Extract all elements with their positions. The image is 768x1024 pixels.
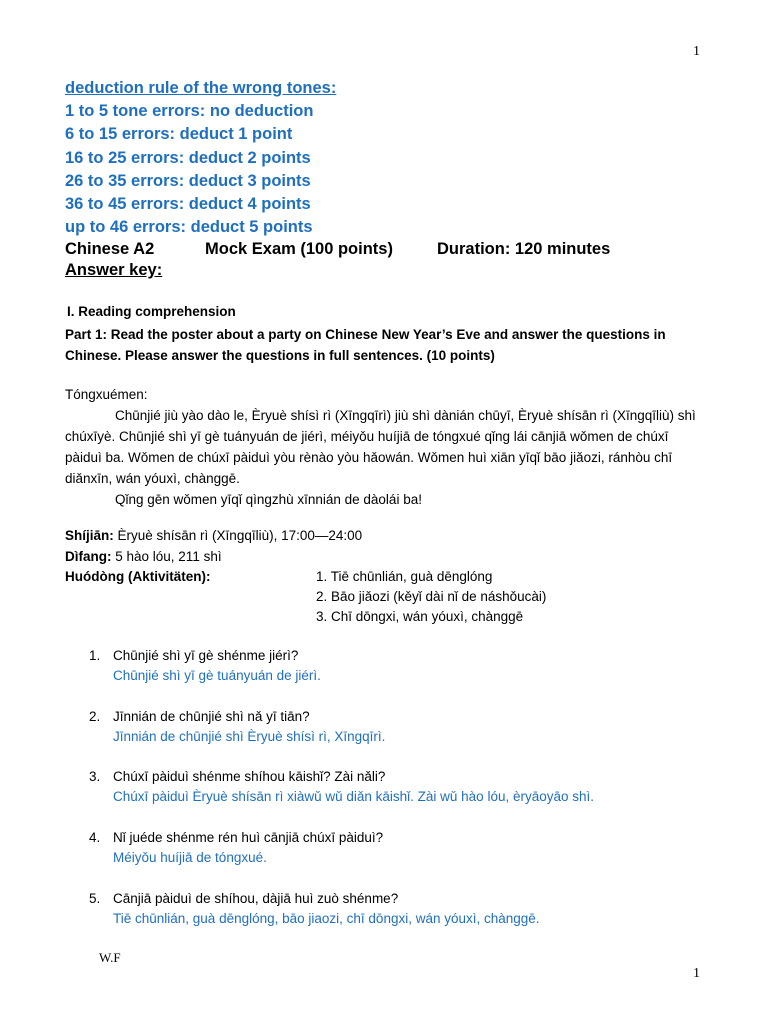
deduction-rule: 6 to 15 errors: deduct 1 point: [65, 125, 293, 144]
question-number: 1.: [89, 648, 101, 663]
question-text: Cānjiā pàiduì de shíhou, dàjiā huì zuò shénme?: [113, 891, 399, 906]
answer-text: Chūnjié shì yī gè tuányuán de jiérì.: [113, 668, 321, 683]
deduction-rule: 16 to 25 errors: deduct 2 points: [65, 148, 311, 167]
party-info: [65, 526, 547, 624]
answer-text: Méiyǒu huíjiā de tóngxué.: [113, 850, 267, 865]
letter-paragraph: Qǐng gēn wǒmen yīqǐ qìngzhù xīnnián de dàolái ba!: [115, 492, 422, 507]
activity-item: 1. Tiē chūnlián, guà dēnglóng: [316, 569, 493, 584]
answer-text: Chúxī pàiduì Èryuè shísān rì xiàwǔ wǔ diǎn kāishǐ. Zài wǔ hào lóu, èryāoyāo shì.: [113, 789, 595, 804]
time-row: [65, 526, 362, 547]
activity-item: 3. Chī dōngxi, wán yóuxì, chànggē: [316, 609, 524, 624]
poster-text: [65, 384, 705, 510]
page-number-bottom: 1: [693, 966, 700, 981]
page-number-top: 1: [693, 44, 700, 59]
deduction-rule: 36 to 45 errors: deduct 4 points: [65, 195, 311, 214]
place-row: [65, 547, 362, 568]
question-text: Chūnjié shì yī gè shénme jiérì?: [113, 648, 299, 663]
question-item: [89, 889, 729, 929]
question-item: [89, 828, 729, 868]
letter-paragraph: Chūnjié jiù yào dào le, Èryuè shísì rì (Xīngqīrì) jiù shì dànián chūyī, Èryuè shísān rì (Xīngqīliù) shì chúxīyè. Chūnjié shì yī gè tuányuán de jiérì, méiyǒu huíjiā de tóngxué qǐng lái cānjiā wǒmen de chúxī pàiduì ba. Wǒmen de chúxī pàiduì yòu rènào yòu hǎowán. Wǒmen huì xiān yīqǐ bāo jiǎozi, ránhòu chī diǎnxīn, wán yóuxì, chànggē.: [65, 408, 696, 486]
activity-item: 2. Bāo jiǎozi (kěyǐ dài nǐ de náshǒucài): [316, 589, 547, 604]
question-item: [89, 646, 729, 686]
question-item: [89, 767, 729, 807]
question-number: 5.: [89, 891, 101, 906]
exam-duration: Duration: 120 minutes: [437, 240, 611, 258]
deduction-rules: [65, 77, 705, 239]
section-title: I. Reading comprehension: [67, 304, 236, 319]
course-name: Chinese A2: [65, 240, 155, 258]
question-text: Jīnnián de chūnjié shì nǎ yī tiān?: [113, 709, 310, 724]
activity-label: Huódòng (Aktivitäten):: [65, 569, 211, 584]
exam-title: Mock Exam (100 points): [205, 240, 393, 258]
deduction-rule: up to 46 errors: deduct 5 points: [65, 218, 313, 237]
question-text: Chúxī pàiduì shénme shíhou kāishǐ? Zài nǎli?: [113, 769, 386, 784]
deduction-title: deduction rule of the wrong tones:: [65, 79, 337, 97]
time-label: Shíjiān:: [65, 528, 114, 543]
deduction-rule: 1 to 5 tone errors: no deduction: [65, 102, 314, 121]
exam-header: [65, 238, 610, 260]
answer-text: Tiē chūnlián, guà dēnglóng, bāo jiaozi, chī dōngxi, wán yóuxì, chànggē.: [113, 911, 540, 926]
footer-initials: W.F: [99, 950, 121, 965]
place-value: 5 hào lóu, 211 shì: [111, 548, 222, 564]
question-text: Nǐ juéde shénme rén huì cānjiā chúxī pàiduì?: [113, 830, 384, 845]
answer-key-heading: Answer key:: [65, 261, 163, 279]
letter-greeting: Tóngxuémen:: [65, 387, 148, 402]
question-number: 3.: [89, 769, 101, 784]
question-item: [89, 707, 729, 747]
answer-text: Jīnnián de chūnjié shì Èryuè shísì rì, Xīngqīrì.: [113, 729, 386, 744]
time-value: Èryuè shísān rì (Xīngqīliù), 17:00—24:00: [113, 528, 363, 543]
place-label: Dìfang:: [65, 548, 112, 564]
question-number: 2.: [89, 709, 101, 724]
part-instructions: Part 1: Read the poster about a party on Chinese New Year’s Eve and answer the questions in Chinese. Please answer the questions in full sentences. (10 points): [65, 327, 666, 363]
question-number: 4.: [89, 830, 101, 845]
deduction-rule: 26 to 35 errors: deduct 3 points: [65, 171, 311, 190]
